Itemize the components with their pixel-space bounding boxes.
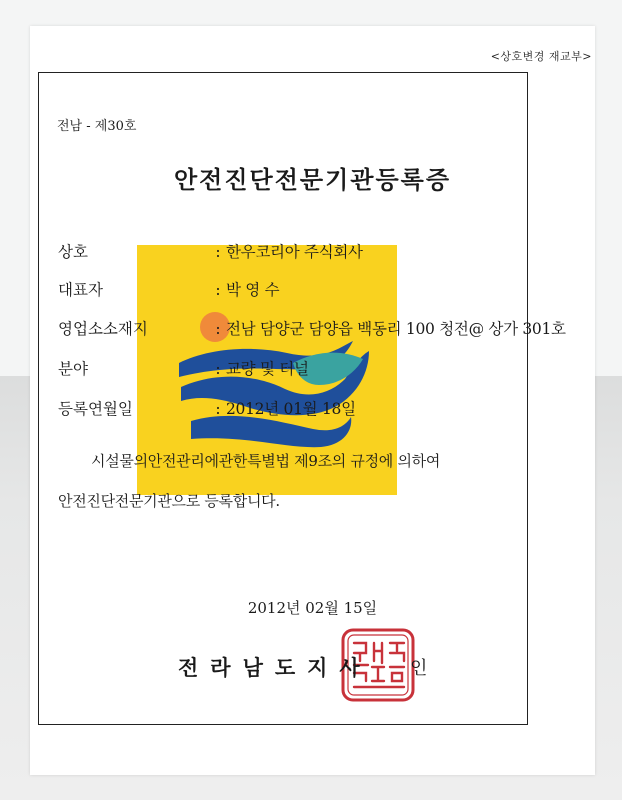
field-colon: : — [215, 243, 221, 261]
field-colon: : — [215, 400, 221, 418]
issue-date: 2012년 02월 15일 — [247, 599, 378, 617]
field-value: 2012년 01월 18일 — [226, 400, 356, 418]
field-colon: : — [215, 360, 221, 378]
field-colon: : — [215, 320, 221, 338]
field-value: 박 영 수 — [226, 281, 280, 299]
body-text-line2: 안전진단전문기관으로 등록합니다. — [58, 492, 280, 510]
field-value: 전남 담양군 담양읍 백동리 100 청전@ 상가 301호 — [226, 320, 566, 338]
field-value: 교량 및 터널 — [226, 360, 309, 378]
reissue-note: <상호변경 재교부> — [490, 50, 592, 63]
body-text-line1: 시설물의안전관리에관한특별법 제9조의 규정에 의하여 — [91, 452, 441, 470]
issuer-name: 전라남도지사 — [178, 656, 372, 680]
field-row-representative — [58, 278, 279, 302]
field-label: 영업소소재지 — [58, 320, 148, 338]
field-label: 등록연월일 — [58, 400, 133, 418]
field-row-registration-date — [58, 397, 356, 421]
field-colon: : — [215, 281, 221, 299]
field-label: 대표자 — [58, 281, 103, 299]
registration-number: 전남 - 제30호 — [57, 119, 137, 134]
field-label: 상호 — [58, 243, 88, 261]
field-label: 분야 — [58, 360, 88, 378]
field-row-address — [58, 317, 566, 341]
field-row-company — [58, 240, 363, 264]
certificate-title: 안전진단전문기관등록증 — [173, 166, 452, 194]
field-value: 한우코리아 주식회사 — [226, 243, 363, 261]
seal-mark: 인 — [410, 658, 428, 679]
field-row-field — [58, 357, 309, 381]
